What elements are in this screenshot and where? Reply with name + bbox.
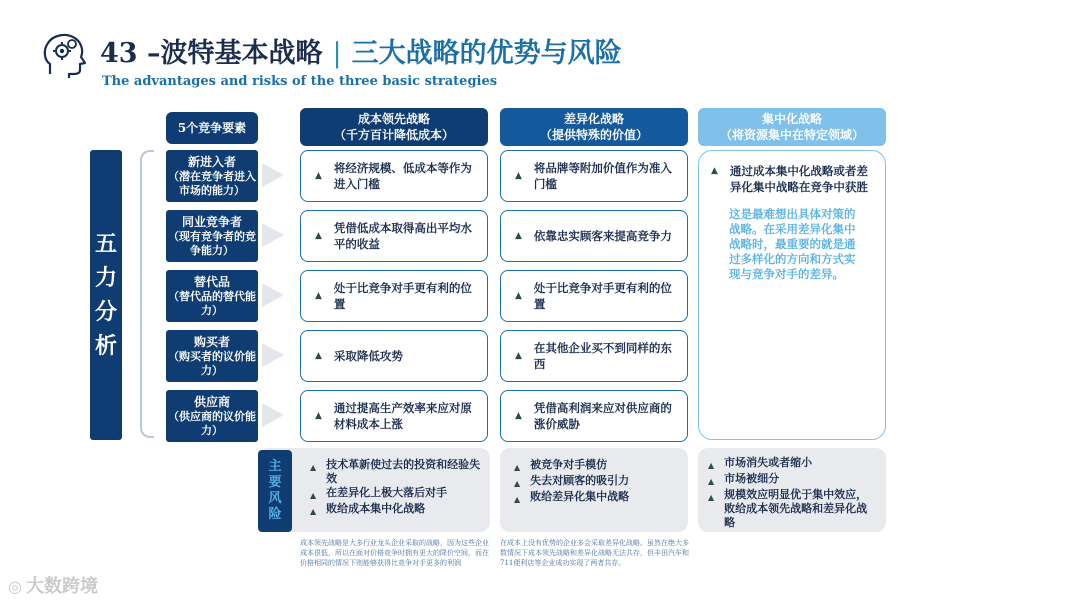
force-competitors: 同业竞争者 （现有竞争者的竞争能力） xyxy=(166,210,258,262)
diff-cell: ▲ 凭借高利润来应对供应商的涨价威胁 xyxy=(500,390,688,442)
triangle-icon: ▲ xyxy=(310,462,317,472)
triangle-icon: ▲ xyxy=(515,171,522,181)
page-title xyxy=(100,31,622,70)
cost-cell: ▲ 采取降低攻势 xyxy=(300,330,488,382)
arrow-icon xyxy=(262,163,284,187)
triangle-icon: ▲ xyxy=(515,291,522,301)
focus-main-text: 通过成本集中化战略或者差异化集中战略在竞争中获胜 xyxy=(729,164,868,194)
risk-list-diff: ▲ 被竞争对手模仿 ▲ 失去对顾客的吸引力 ▲ 败给差异化集中战略 xyxy=(514,458,630,504)
cost-cell: ▲ 凭借低成本取得高出平均水平的收益 xyxy=(300,210,488,262)
title-topic: 三大战略的优势与风险 xyxy=(351,38,622,69)
force-suppliers: 供应商 （供应商的议价能力） xyxy=(166,390,258,442)
title-number: 43 –波特基本战略 xyxy=(100,38,323,69)
column-header-cost: 成本领先战略 （千方百计降低成本） xyxy=(300,108,488,146)
triangle-icon: ▲ xyxy=(315,171,322,181)
note-diff: 在成本上没有优势的企业多会采取差异化战略。虽然在绝大多数情况下成本领先战略和差异化战略无法共存，但丰田汽车和711便利店等企业成功实现了两者共存。 xyxy=(500,539,689,567)
triangle-icon: ▲ xyxy=(315,231,322,241)
triangle-icon: ▲ xyxy=(708,476,715,486)
five-forces-label: 五 力 分 析 xyxy=(90,150,122,440)
column-header-focus: 集中化战略 （将资源集中在特定领域） xyxy=(698,108,886,146)
triangle-icon: ▲ xyxy=(315,291,322,301)
cost-cell: ▲ 处于比竞争对手更有利的位置 xyxy=(300,270,488,322)
focus-highlight-text: 这是最难想出具体对策的战略。在采用差异化集中战略时，最重要的就是通过多样化的方向和方式实现与竞争对手的差异。 xyxy=(729,207,856,281)
risk-list-focus: ▲ 市场消失或者缩小 ▲ 市场被细分 ▲ 规模效应明显优于集中效应，败给成本领先战略和差异化战略 xyxy=(708,456,868,529)
triangle-icon: ▲ xyxy=(515,231,522,241)
bracket xyxy=(140,150,154,438)
cost-cell: ▲ 通过提高生产效率来应对原材料成本上涨 xyxy=(300,390,488,442)
note-cost: 成本领先战略是大多行业龙头企业采取的战略，因为这些企业成本很低，所以在面对价格竞争时拥有更大的降价空间，而在价格相同的情况下则能够获得比竞争对手更多的利润 xyxy=(300,539,489,567)
force-substitutes: 替代品 （替代品的替代能力） xyxy=(166,270,258,322)
diff-cell: ▲ 在其他企业买不到同样的东西 xyxy=(500,330,688,382)
triangle-icon: ▲ xyxy=(708,460,715,470)
triangle-icon: ▲ xyxy=(708,492,715,502)
watermark-logo: ◎ 大数跨境 xyxy=(8,576,98,597)
diff-cell: ▲ 处于比竞争对手更有利的位置 xyxy=(500,270,688,322)
cost-cell: ▲ 将经济规模、低成本等作为进入门槛 xyxy=(300,150,488,202)
risk-list-cost: ▲ 技术革新使过去的投资和经验失效 ▲ 在差异化上极大落后对手 ▲ 败给成本集中化战略 xyxy=(310,458,481,516)
gear-head-icon xyxy=(40,30,92,82)
diff-cell: ▲ 将品牌等附加价值作为准入门槛 xyxy=(500,150,688,202)
diff-cell: ▲ 依靠忠实顾客来提高竞争力 xyxy=(500,210,688,262)
triangle-icon: ▲ xyxy=(514,494,521,504)
arrow-icon xyxy=(262,283,284,307)
triangle-icon: ▲ xyxy=(515,411,522,421)
arrow-icon xyxy=(262,223,284,247)
force-buyers: 购买者 （购买者的议价能力） xyxy=(166,330,258,382)
elements-header: 5个竞争要素 xyxy=(166,112,258,144)
page-subtitle: The advantages and risks of the three basic strategies xyxy=(102,74,498,89)
focus-box xyxy=(698,150,886,440)
title-separator: | xyxy=(332,38,342,69)
arrow-icon xyxy=(262,343,284,367)
arrow-icon xyxy=(262,403,284,427)
triangle-icon: ▲ xyxy=(315,411,322,421)
triangle-icon: ▲ xyxy=(315,351,322,361)
triangle-icon: ▲ xyxy=(310,490,317,500)
triangle-icon: ▲ xyxy=(310,506,317,516)
triangle-icon: ▲ xyxy=(514,478,521,488)
logo-icon: ◎ xyxy=(8,577,22,596)
force-new-entrants: 新进入者 （潜在竞争者进入市场的能力） xyxy=(166,150,258,202)
triangle-icon: ▲ xyxy=(514,462,521,472)
main-risks-label: 主 要 风 险 xyxy=(258,450,292,532)
column-header-differentiation: 差异化战略 （提供特殊的价值） xyxy=(500,108,688,146)
triangle-icon: ▲ xyxy=(515,351,522,361)
triangle-icon: ▲ xyxy=(711,166,718,176)
